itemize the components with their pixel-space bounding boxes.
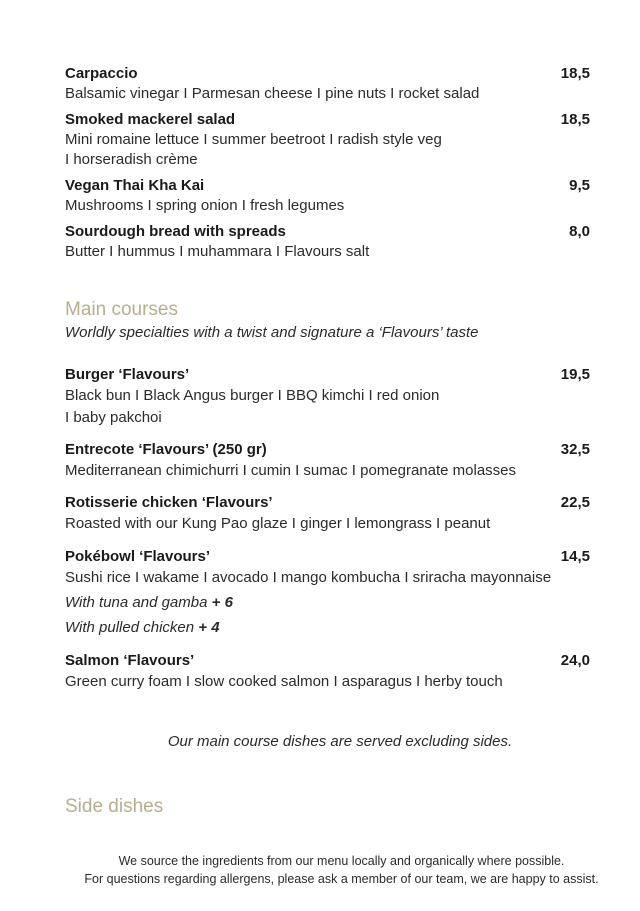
- extra-text: With tuna and gamba: [65, 594, 208, 611]
- item-name: Smoked mackerel salad: [65, 111, 236, 128]
- extra-text: With pulled chicken: [65, 619, 195, 636]
- item-price: 9,5: [569, 177, 590, 194]
- section-title-main-courses: Main courses: [65, 299, 178, 320]
- item-description: Mini romaine lettuce I summer beetroot I radish style veg: [65, 131, 442, 148]
- main-course-note: Our main course dishes are served excluding sides.: [167, 733, 513, 750]
- menu-item-sourdough-bread: [65, 222, 590, 262]
- item-description: Mushrooms I spring onion I fresh legumes: [65, 197, 345, 214]
- item-description: Butter I hummus I muhammara I Flavours salt: [65, 243, 370, 260]
- extra-price: + 6: [211, 594, 233, 611]
- item-price: 22,5: [560, 494, 590, 511]
- item-name: Salmon ‘Flavours’: [65, 652, 195, 669]
- item-name: Entrecote ‘Flavours’ (250 gr): [65, 441, 267, 458]
- menu-item-pokebowl: [65, 547, 590, 639]
- item-price: 14,5: [560, 548, 590, 565]
- menu-item-entrecote: [65, 440, 590, 482]
- item-name: Vegan Thai Kha Kai: [65, 177, 205, 194]
- section-title-side-dishes: Side dishes: [65, 796, 164, 817]
- item-description: Green curry foam I slow cooked salmon I asparagus I herby touch: [65, 673, 503, 690]
- item-name: Carpaccio: [65, 65, 138, 82]
- menu-item-smoked-mackerel-salad: [65, 110, 590, 170]
- item-description: Mediterranean chimichurri I cumin I sumac I pomegranate molasses: [65, 462, 517, 479]
- menu-item-carpaccio: [65, 64, 590, 104]
- menu-item-vegan-thai-kha-kai: [65, 176, 590, 216]
- footer-sourcing-note: We source the ingredients from our menu locally and organically where possible.: [118, 854, 565, 868]
- item-description: I baby pakchoi: [65, 409, 162, 426]
- item-name: Pokébowl ‘Flavours’: [65, 548, 211, 565]
- menu-item-salmon: [65, 651, 590, 693]
- menu-item-burger: [65, 365, 590, 429]
- item-description: Sushi rice I wakame I avocado I mango kombucha I sriracha mayonnaise: [65, 569, 552, 586]
- item-extra: [65, 617, 590, 639]
- item-price: 8,0: [569, 223, 590, 240]
- item-name: Burger ‘Flavours’: [65, 366, 190, 383]
- item-name: Sourdough bread with spreads: [65, 223, 286, 240]
- item-price: 32,5: [560, 441, 590, 458]
- footer-allergen-note: For questions regarding allergens, please ask a member of our team, we are happy to assist.: [84, 872, 599, 886]
- item-extra: [65, 592, 590, 614]
- section-subtitle: Worldly specialties with a twist and signature a ‘Flavours’ taste: [65, 324, 479, 341]
- item-price: 18,5: [560, 111, 590, 128]
- item-name: Rotisserie chicken ‘Flavours’: [65, 494, 273, 511]
- item-description: I horseradish crème: [65, 151, 198, 168]
- menu-item-rotisserie-chicken: [65, 493, 590, 535]
- item-description: Black bun I Black Angus burger I BBQ kimchi I red onion: [65, 387, 440, 404]
- item-price: 19,5: [560, 366, 590, 383]
- item-price: 24,0: [560, 652, 590, 669]
- item-description: Roasted with our Kung Pao glaze I ginger I lemongrass I peanut: [65, 515, 491, 532]
- item-description: Balsamic vinegar I Parmesan cheese I pine nuts I rocket salad: [65, 85, 480, 102]
- item-price: 18,5: [560, 65, 590, 82]
- extra-price: + 4: [198, 619, 220, 636]
